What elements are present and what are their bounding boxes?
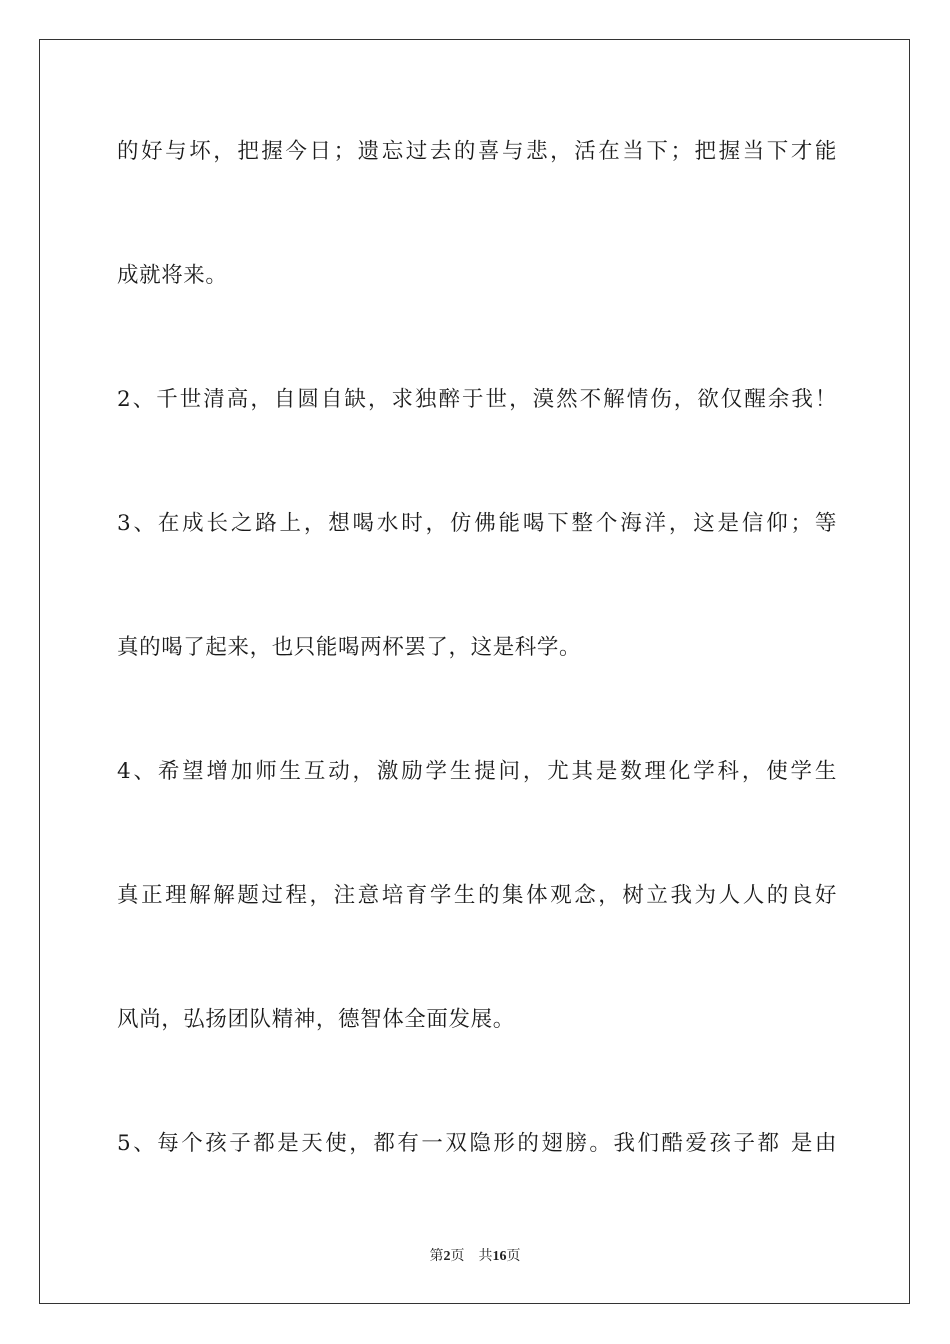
text-line-5: 真的喝了起来，也只能喝两杯罢了，这是科学。: [117, 635, 582, 660]
page-border: [39, 39, 910, 1304]
text-line-1: 的好与坏，把握今日；遗忘过去的喜与悲，活在当下；把握当下才能: [117, 139, 837, 164]
page-number: 2: [443, 1249, 451, 1264]
text-line-2: 成就将来。: [117, 263, 228, 288]
text-line-8: 风尚，弘扬团队精神，德智体全面发展。: [117, 1007, 515, 1032]
text-line-4: 3、在成长之路上，想喝水时，仿佛能喝下整个海洋，这是信仰；等: [117, 511, 837, 536]
total-suffix: 页: [506, 1248, 521, 1264]
text-line-9: 5、每个孩子都是天使，都有一双隐形的翅膀。我们酷爱孩子都 是由: [117, 1131, 837, 1156]
total-prefix: 共: [478, 1248, 493, 1264]
text-line-7: 真正理解解题过程，注意培育学生的集体观念，树立我为人人的良好: [117, 883, 837, 908]
page-prefix: 第: [429, 1248, 444, 1264]
text-line-3: 2、千世清高，自圆自缺，求独醉于世，漠然不解情伤，欲仅醒余我！: [117, 387, 837, 412]
text-line-6: 4、希望增加师生互动，激励学生提问，尤其是数理化学科，使学生: [117, 759, 837, 784]
page-suffix: 页: [450, 1248, 465, 1264]
total-pages: 16: [492, 1249, 507, 1264]
page-footer: [0, 1246, 950, 1267]
